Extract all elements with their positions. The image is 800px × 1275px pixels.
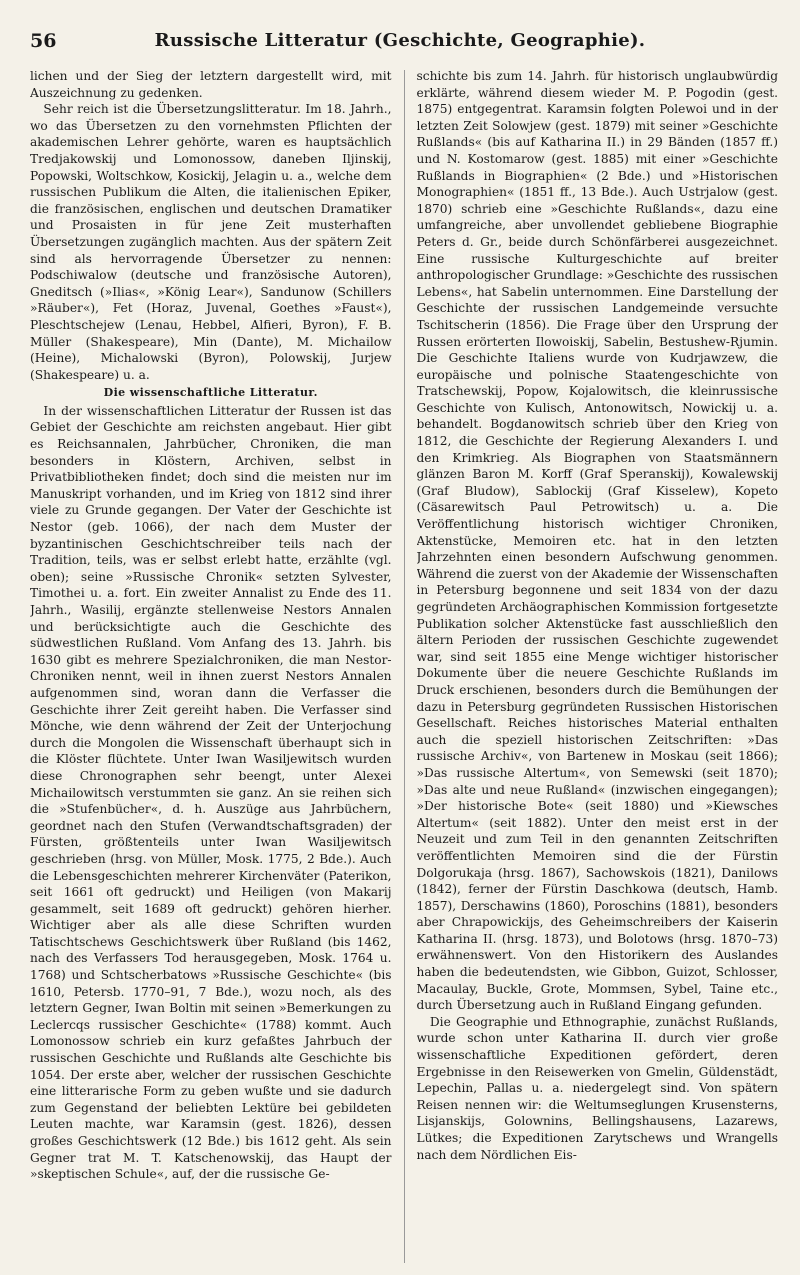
running-title: Russische Litteratur (Geschichte, Geographie). — [154, 30, 646, 51]
right-paragraph-2: Die Geographie und Ethnographie, zunächst Rußlands, wurde schon unter Katharina II. durch vier große wissenschaftliche Expeditionen gefördert, deren Ergebnisse in den Reisewerken von Gmelin, Güldenstädt, Lepechin, Pallas u. a. niedergelegt sind. Von spätern Reisen nennen wir: die Weltumseglungen Krusensterns, Lisjanskijs, Golownins, Bellingshausens, Lazarews, Lütkes; die Expeditionen Zarytschews und Wrangells nach dem Nördlichen Eis- — [416, 1014, 779, 1162]
page-header — [30, 30, 770, 60]
right-column — [417, 68, 779, 1263]
right-paragraph-1: schichte bis zum 14. Jahrh. für historisch unglaubwürdig erklärte, während diesem wieder M. P. Pogodin (gest. 1875) entgegentrat. Karamsin folgten Polewoi und in der letzten Zeit Solowjew (gest. 1879) mit seiner »Geschichte Rußlands« (bis auf Katharina II.) in 29 Bänden (1857 ff.) und N. Kostomarow (gest. 1885) mit einer »Geschichte Rußlands in Biographien« (2 Bde.) und »Historischen Monographien« (1851 ff., 13 Bde.). Auch Ustrjalow (gest. 1870) schrieb eine »Geschichte Rußlands«, dazu eine umfangreiche, aber unvollendet gebliebene Biographie Peters d. Gr., beide durch Schönfärberei ausgezeichnet. Eine russische Kulturgeschichte auf breiter anthropologischer Grundlage: »Geschichte des russischen Lebens«, hat Sabelin unternommen. Eine Darstellung der Geschichte der russischen Landgemeinde versuchte Tschitscherin (1856). Die Frage über den Ursprung der Russen erörterten Ilowoiskij, Sabelin, Bestushew-Rjumin. Die Geschichte Italiens wurde von Kudrjawzew, die europäische und polnische Staatengeschichte von Tratschewskij, Popow, Kojalowitsch, die kleinrussische Geschichte von Kulisch, Antonowitsch, Nowickij u. a. behandelt. Bogdanowitsch schrieb über den Krieg von 1812, die Geschichte der Regierung Alexanders I. und den Krimkrieg. Als Biographen von Staatsmännern glänzen Baron M. Korff (Graf Speranskij), Kowalewskij (Graf Bludow), Sablockij (Graf Kisselew), Kopeto (Cäsarewitsch Paul Petrowitsch) u. a. Die Veröffentlichung historisch wichtiger Chroniken, Aktenstücke, Memoiren etc. hat in den letzten Jahrzehnten einen besondern Aufschwung genommen. Während die zuerst von der Akademie der Wissenschaften in Petersburg begonnene und seit 1834 von der dazu gegründeten Archäographischen Kommission fortgesetzte Publikation solcher Aktenstücke fast ausschließlich den ältern Perioden der russischen Geschichte zugewendet war, sind seit 1855 eine Menge wichtiger historischer Dokumente über die neuere Geschichte Rußlands im Druck erschienen, besonders durch die Bemühungen der dazu in Petersburg gegründeten Russischen Historischen Gesellschaft. Reiches historisches Material enthalten auch die speziell historischen Zeitschriften: »Das russische Archiv«, von Bartenew in Moskau (seit 1866); »Das russische Altertum«, von Semewski (seit 1870); »Das alte und neue Rußland« (inzwischen eingegangen); »Der historische Bote« (seit 1880) und »Kiewsches Altertum« (seit 1882). Unter den meist erst in der Neuzeit und zum Teil in den genannten Zeitschriften veröffentlichten Memoiren sind die der Fürstin Dolgorukaja (hrsg. 1867), Sachowskois (1821), Danilows (1842), ferner der Fürstin Daschkowa (deutsch, Hamb. 1857), Derschawins (1860), Poroschins (1881), besonders aber Chrapowickijs, des Geheimschreibers der Kaiserin Katharina II. (hrsg. 1873), und Bolotows (hrsg. 1870–73) erwähnenswert. Von den Historikern des Auslandes haben die bedeutendsten, wie Gibbon, Guizot, Schlosser, Macaulay, Buckle, Grote, Mommsen, Sybel, Taine etc., durch Übersetzung auch in Rußland Eingang gefunden. — [416, 69, 779, 1013]
left-section-paragraph-1: In der wissenschaftlichen Litteratur der Russen ist das Gebiet der Geschichte am reichsten angebaut. Hier gibt es Reichsannalen, Jahrbücher, Chroniken, die man besonders in Klöstern, Archiven, selbst in Privatbibliotheken findet; doch sind die meisten nur im Manuskript vorhanden, und im Krieg von 1812 sind ihrer viele zu Grunde gegangen. Der Vater der Geschichte ist Nestor (geb. 1066), der nach dem Muster der byzantinischen Geschichtschreiber teils nach der Tradition, teils, was er selbst erlebt hatte, erzählte (vgl. oben); seine »Russische Chronik« setzten Sylvester, Timothei u. a. fort. Ein zweiter Annalist zu Ende des 11. Jahrh., Wasilij, ergänzte stellenweise Nestors Annalen und berücksichtigte auch die Geschichte des südwestlichen Rußland. Vom Anfang des 13. Jahrh. bis 1630 gibt es mehrere Spezialchroniken, die man Nestor-Chroniken nennt, weil in ihnen zuerst Nestors Annalen aufgenommen sind, woran dann die Verfasser die Geschichte ihrer Zeit gereiht haben. Die Verfasser sind Mönche, wie denn während der Zeit der Unterjochung durch die Mongolen die Wissenschaft überhaupt sich in die Klöster flüchtete. Unter Iwan Wasiljewitsch wurden diese Chronographen sehr beengt, unter Alexei Michailowitsch verstummten sie ganz. An sie reihen sich die »Stufenbücher«, d. h. Auszüge aus Jahrbüchern, geordnet nach den Stufen (Verwandtschaftsgraden) der Fürsten, größtenteils unter Iwan Wasiljewitsch geschrieben (hrsg. von Müller, Mosk. 1775, 2 Bde.). Auch die Lebensgeschichten mehrerer Kirchenväter (Paterikon, seit 1661 oft gedruckt) und Heiligen (von Makarij gesammelt, seit 1689 oft gedruckt) gehören hierher. Wichtiger aber als alle diese Schriften wurden Tatischtschews Geschichtswerk über Rußland (bis 1462, nach des Verfassers Tod herausgegeben, Mosk. 1764 u. 1768) und Schtscherbatows »Russische Geschichte« (bis 1610, Petersb. 1770–91, 7 Bde.), wozu noch, als des letztern Gegner, Iwan Boltin mit seinen »Bemerkungen zu Leclercqs russischer Geschichte« (1788) kommt. Auch Lomonossow schrieb ein kurz gefaßtes Jahrbuch der russischen Geschichte und Rußlands alte Geschichte bis 1054. Der erste aber, welcher der russischen Geschichte eine litterarische Form zu geben wußte und sie dadurch zum Gegenstand der beliebten Lektüre bei gebildeten Leuten machte, war Karamsin (gest. 1826), dessen großes Geschichtswerk (12 Bde.) bis 1612 geht. Als sein Gegner trat M. T. Katschenowskij, das Haupt der »skeptischen Schule«, auf, der die russische Ge- — [30, 403, 392, 1182]
left-paragraph-2: Sehr reich ist die Übersetzungslitteratur. Im 18. Jahrh., wo das Übersetzen zu den vornehmsten Pflichten der akademischen Lehrer gehörte, waren es hauptsächlich Tredjakowskij und Lomonossow, daneben Iljinskij, Popowski, Woltschkow, Kosickij, Jelagin u. a., welche dem russischen Publikum die Alten, die italienischen Epiker, die französischen, englischen und deutschen Dramatiker und Prosaisten in für jene Zeit musterhaften Übersetzungen zugänglich machten. Aus der spätern Zeit sind als hervorragende Übersetzer zu nennen: Podschiwalow (deutsche und französische Autoren), Gneditsch (»Ilias«, »König Lear«), Sandunow (Schillers »Räuber«), Fet (Horaz, Juvenal, Goethes »Faust«), Pleschtschejew (Lenau, Hebbel, Alfieri, Byron), F. B. Müller (Shakespeare), Min (Dante), M. Michailow (Heine), Michalowski (Byron), Polowskij, Jurjew (Shakespeare) u. a. — [30, 102, 392, 382]
left-paragraph-1: lichen und der Sieg der letztern dargestellt wird, mit Auszeichnung zu gedenken. — [30, 69, 392, 100]
left-column — [30, 68, 392, 1263]
text-columns — [30, 68, 778, 1263]
section-heading: Die wissenschaftliche Litteratur. — [103, 386, 318, 400]
page-number: 56 — [30, 30, 57, 52]
column-divider — [404, 70, 405, 1263]
